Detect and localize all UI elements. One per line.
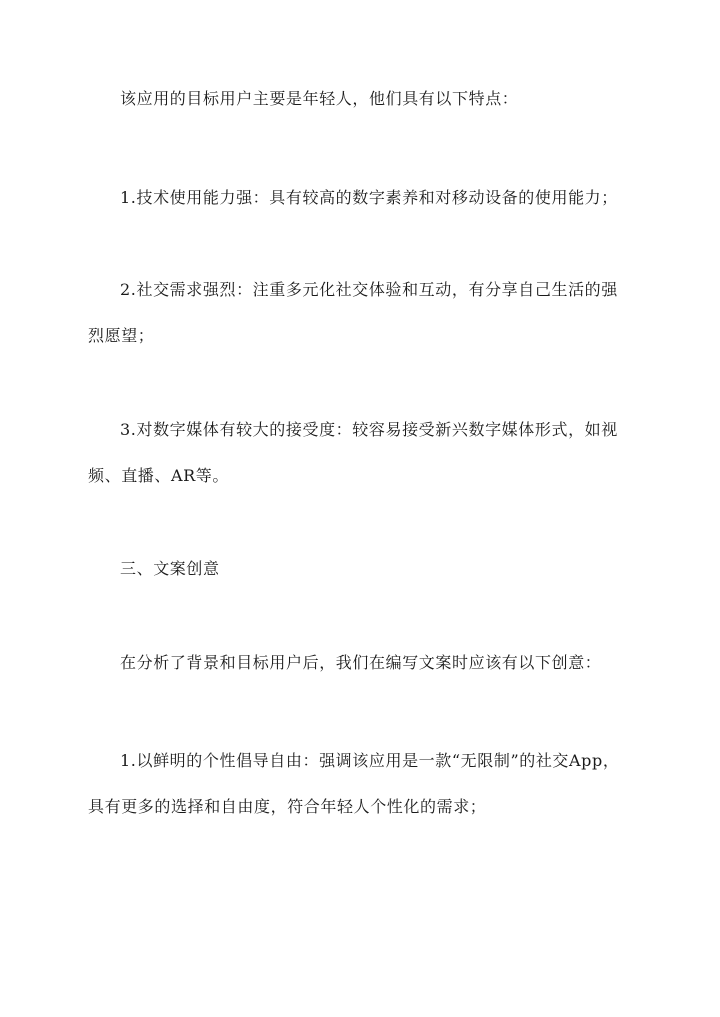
list-item-media-acceptance: 3.对数字媒体有较大的接受度：较容易接受新兴数字媒体形式，如视频、直播、AR等。 bbox=[88, 420, 618, 485]
list-item-tech-ability: 1.技术使用能力强：具有较高的数字素养和对移动设备的使用能力； bbox=[120, 188, 618, 207]
list-item-freedom: 1.以鲜明的个性倡导自由：强调该应用是一款“无限制”的社交App，具有更多的选择和自由度，符合年轻人个性化的需求； bbox=[88, 751, 620, 816]
section-heading: 三、文案创意 bbox=[120, 559, 220, 578]
intro-paragraph: 该应用的目标用户主要是年轻人，他们具有以下特点： bbox=[120, 89, 519, 108]
list-item-social-needs: 2.社交需求强烈：注重多元化社交体验和互动，有分享自己生活的强烈愿望； bbox=[88, 280, 618, 345]
section-intro-paragraph: 在分析了背景和目标用户后，我们在编写文案时应该有以下创意： bbox=[120, 653, 602, 672]
